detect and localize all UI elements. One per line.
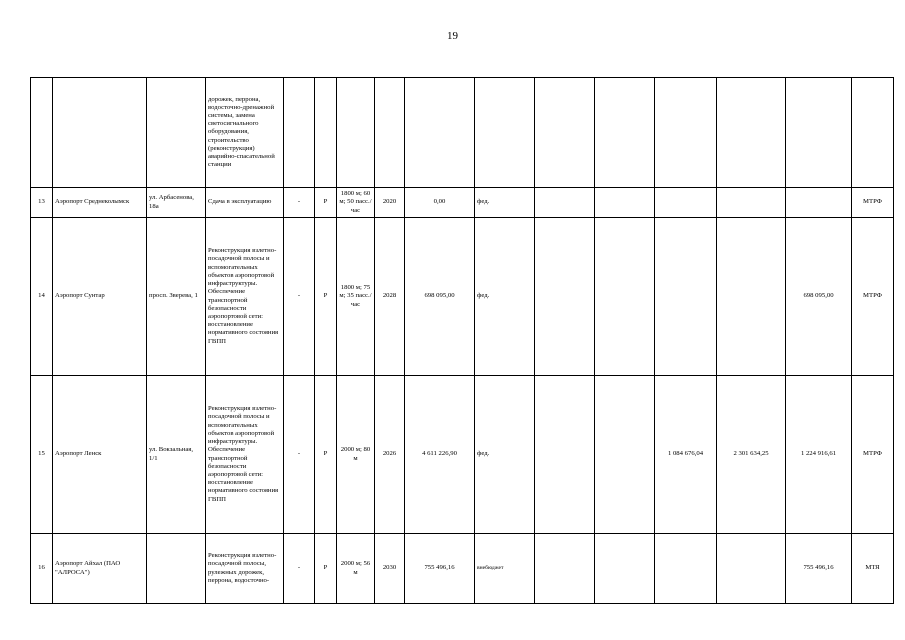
cell-type: Р xyxy=(315,376,337,534)
cell-value: 1 224 916,61 xyxy=(786,376,852,534)
cell-empty xyxy=(595,534,655,604)
cell-value xyxy=(655,188,717,218)
cell-dash: - xyxy=(284,218,315,376)
cell-empty xyxy=(405,78,475,188)
cell-empty xyxy=(595,78,655,188)
table-row xyxy=(31,534,894,604)
cell-value xyxy=(535,376,595,534)
cell-empty xyxy=(595,376,655,534)
cell-address: ул. Вокзальная, 1/1 xyxy=(147,376,206,534)
cell-number: 16 xyxy=(31,534,53,604)
cell-source: фед. xyxy=(475,376,535,534)
cell-capacity: 2000 м; 80 м xyxy=(337,376,375,534)
cell-value xyxy=(717,188,786,218)
cell-name: Аэропорт Сунтар xyxy=(53,218,147,376)
cell-organization: МТРФ xyxy=(852,188,894,218)
cell-empty xyxy=(786,78,852,188)
cell-total: 4 611 226,90 xyxy=(405,376,475,534)
cell-empty xyxy=(31,78,53,188)
cell-value xyxy=(535,534,595,604)
cell-description: Реконструкция взлетно-посадочной полосы, рулежных дорожек, перрона, водосточно- xyxy=(206,534,284,604)
cell-value: 755 496,16 xyxy=(786,534,852,604)
cell-address: просп. Зверева, 1 xyxy=(147,218,206,376)
cell-empty xyxy=(475,78,535,188)
cell-number: 14 xyxy=(31,218,53,376)
cell-capacity: 1800 м; 75 м; 35 пасс./час xyxy=(337,218,375,376)
cell-source: фед. xyxy=(475,218,535,376)
cell-name: Аэропорт Айхал (ПАО "АЛРОСА") xyxy=(53,534,147,604)
cell-value xyxy=(655,218,717,376)
cell-value xyxy=(535,188,595,218)
cell-source: фед. xyxy=(475,188,535,218)
cell-empty xyxy=(337,78,375,188)
cell-value xyxy=(535,218,595,376)
cell-type: Р xyxy=(315,188,337,218)
cell-value: 2 301 634,25 xyxy=(717,376,786,534)
cell-value xyxy=(717,218,786,376)
cell-organization: МТРФ xyxy=(852,218,894,376)
cell-empty xyxy=(655,78,717,188)
cell-address xyxy=(147,534,206,604)
table-row xyxy=(31,188,894,218)
cell-empty xyxy=(284,78,315,188)
cell-year: 2030 xyxy=(375,534,405,604)
table-row xyxy=(31,376,894,534)
cell-number: 15 xyxy=(31,376,53,534)
cell-value: 698 095,00 xyxy=(786,218,852,376)
cell-type: Р xyxy=(315,534,337,604)
cell-description: Реконструкция взлетно-посадочной полосы и вспомогательных объектов аэропортовой инфраструктуры. Обеспечение транспортной безопасности аэропортовой сети: восстановление нормативного состояния ГВПП xyxy=(206,218,284,376)
cell-organization: МТРФ xyxy=(852,376,894,534)
cell-empty xyxy=(53,78,147,188)
cell-empty xyxy=(315,78,337,188)
cell-total: 698 095,00 xyxy=(405,218,475,376)
cell-empty xyxy=(375,78,405,188)
cell-type: Р xyxy=(315,218,337,376)
cell-description: дорожек, перрона, водосточно-дренажной системы, замена светосигнального оборудования, строительство (реконструкция) аварийно-спасательной станции xyxy=(206,78,284,188)
cell-value xyxy=(717,534,786,604)
cell-dash: - xyxy=(284,376,315,534)
cell-name: Аэропорт Ленск xyxy=(53,376,147,534)
cell-capacity: 1800 м; 60 м; 50 пасс./час xyxy=(337,188,375,218)
cell-empty xyxy=(147,78,206,188)
page-number: 19 xyxy=(447,30,458,42)
cell-year: 2028 xyxy=(375,218,405,376)
cell-empty xyxy=(595,188,655,218)
cell-organization: МТЯ xyxy=(852,534,894,604)
cell-value xyxy=(786,188,852,218)
cell-address: ул. Арбасенова, 18а xyxy=(147,188,206,218)
cell-year: 2020 xyxy=(375,188,405,218)
cell-year: 2026 xyxy=(375,376,405,534)
cell-value xyxy=(655,534,717,604)
cell-capacity: 2000 м; 56 м xyxy=(337,534,375,604)
cell-value: 1 084 676,04 xyxy=(655,376,717,534)
cell-dash: - xyxy=(284,534,315,604)
cell-empty xyxy=(535,78,595,188)
cell-description: Реконструкция взлетно-посадочной полосы и вспомогательных объектов аэропортовой инфраструктуры. Обеспечение транспортной безопасности аэропортовой сети: восстановление нормативного состояния ГВПП xyxy=(206,376,284,534)
cell-empty xyxy=(717,78,786,188)
cell-empty xyxy=(852,78,894,188)
table-row-continuation xyxy=(31,78,894,188)
table-row xyxy=(31,218,894,376)
cell-empty xyxy=(595,218,655,376)
cell-total: 0,00 xyxy=(405,188,475,218)
cell-total: 755 496,16 xyxy=(405,534,475,604)
investment-table xyxy=(30,77,894,604)
cell-number: 13 xyxy=(31,188,53,218)
cell-description: Сдача в эксплуатацию xyxy=(206,188,284,218)
cell-name: Аэропорт Среднеколымск xyxy=(53,188,147,218)
cell-dash: - xyxy=(284,188,315,218)
cell-source: внебюджет xyxy=(475,534,535,604)
